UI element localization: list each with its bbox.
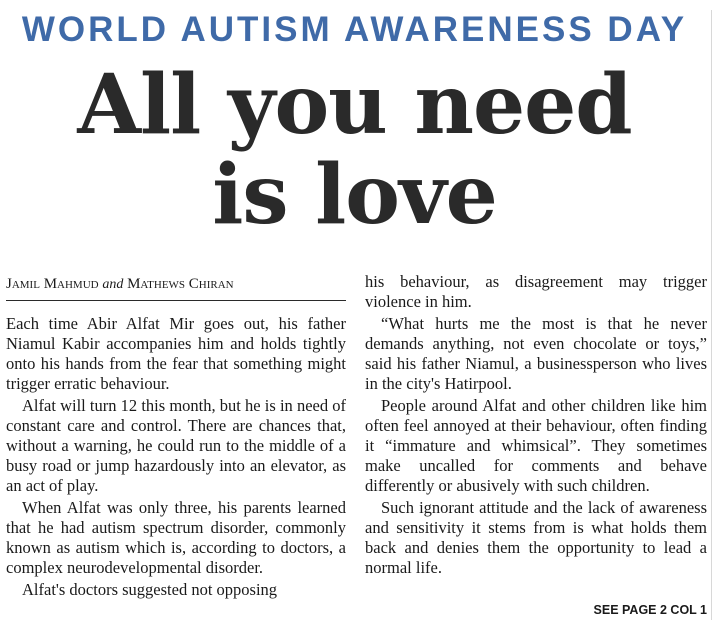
paragraph: Such ignorant attitude and the lack of awareness and sensitivity it stems from is what holds them back and denies them the opportunity to lead a normal life. <box>365 498 707 577</box>
headline-line-2: is love <box>212 147 497 243</box>
paragraph: When Alfat was only three, his parents learned that he had autism spectrum disorder, commonly known as autism which is, according to doctors, a complex neurodevelopmental disorder. <box>6 498 346 577</box>
paragraph: People around Alfat and other children like him often feel annoyed at their behaviour, often finding it “immature and whimsical”. They sometimes make uncalled for comments and behave differently or abusively with such children. <box>365 396 707 495</box>
section-kicker: WORLD AUTISM AWARENESS DAY <box>21 10 688 49</box>
headline-line-1: All you need <box>77 57 632 153</box>
byline-conjunction: and <box>102 277 124 292</box>
paragraph: his behaviour, as disagreement may trigger violence in him. <box>365 272 707 311</box>
byline-author-2: Mathews Chiran <box>127 276 234 292</box>
article-column-2 <box>365 272 707 578</box>
paragraph: Alfat's doctors suggested not opposing <box>22 580 278 599</box>
headline <box>0 57 709 243</box>
column-divider <box>711 10 712 620</box>
jump-line: SEE PAGE 2 COL 1 <box>593 603 707 617</box>
paragraph: Alfat will turn 12 this month, but he is in need of constant care and control. There are chances that, without a warning, he could run to the middle of a busy road or jump hazardously into an elevator, as an act of play. <box>6 396 346 495</box>
paragraph: Each time Abir Alfat Mir goes out, his father Niamul Kabir accompanies him and holds tightly onto his hands from the fear that something might trigger erratic behaviour. <box>6 314 346 393</box>
paragraph: “What hurts me the most is that he never demands anything, not even chocolate or toys,” said his father Niamul, a businessperson who lives in the city's Hatirpool. <box>365 314 707 393</box>
byline-author-1: Jamil Mahmud <box>6 276 99 292</box>
article-column-1 <box>6 314 346 600</box>
byline <box>6 276 346 293</box>
byline-rule <box>6 300 346 301</box>
